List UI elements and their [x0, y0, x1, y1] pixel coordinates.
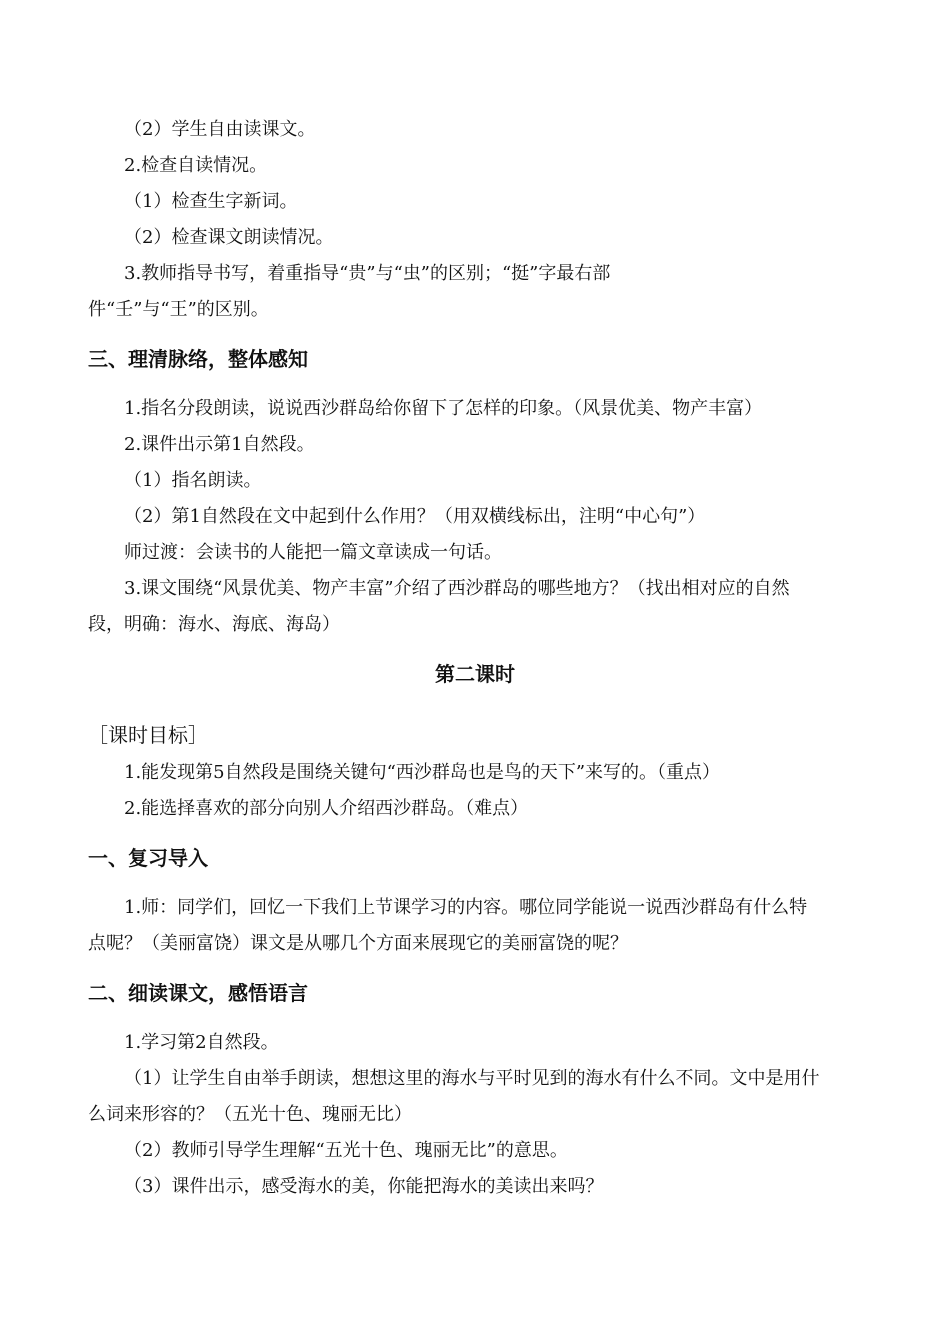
paragraph-line: 师过渡：会读书的人能把一篇文章读成一句话。 — [124, 542, 502, 563]
paragraph-line: 1.指名分段朗读，说说西沙群岛给你留下了怎样的印象。（风景优美、物产丰富） — [124, 398, 763, 419]
lesson-title: 第二课时 — [435, 662, 515, 686]
paragraph-line: 3.课文围绕“风景优美、物产丰富”介绍了西沙群岛的哪些地方？（找出相对应的自然 — [124, 578, 790, 599]
paragraph-line: （2）学生自由读课文。 — [124, 119, 316, 140]
goal-line: 1.能发现第5自然段是围绕关键句“西沙群岛也是鸟的天下”来写的。（重点） — [124, 762, 721, 783]
paragraph-line: （2）检查课文朗读情况。 — [124, 227, 334, 248]
paragraph-line: （2）教师引导学生理解“五光十色、瑰丽无比”的意思。 — [124, 1140, 568, 1161]
paragraph-line: 段，明确：海水、海底、海岛） — [88, 614, 340, 635]
paragraph-line: 件“壬”与“王”的区别。 — [88, 299, 269, 320]
paragraph-line: 3.教师指导书写，着重指导“贵”与“虫”的区别；“挺”字最右部 — [124, 263, 611, 284]
section-heading: 一、复习导入 — [88, 846, 208, 870]
paragraph-line: 么词来形容的？（五光十色、瑰丽无比） — [88, 1104, 412, 1125]
paragraph-line: （1）指名朗读。 — [124, 470, 262, 491]
paragraph-line: 2.检查自读情况。 — [124, 155, 268, 176]
paragraph-line: 2.课件出示第1自然段。 — [124, 434, 315, 455]
paragraph-line: 点呢？（美丽富饶）课文是从哪几个方面来展现它的美丽富饶的呢？ — [88, 933, 628, 954]
section-heading: 二、细读课文，感悟语言 — [88, 981, 308, 1005]
section-heading: 三、理清脉络，整体感知 — [88, 347, 308, 371]
paragraph-line: （1）让学生自由举手朗读，想想这里的海水与平时见到的海水有什么不同。文中是用什 — [124, 1068, 820, 1089]
paragraph-line: （3）课件出示，感受海水的美，你能把海水的美读出来吗？ — [124, 1176, 604, 1197]
goals-label: ［课时目标］ — [88, 723, 208, 747]
goal-line: 2.能选择喜欢的部分向别人介绍西沙群岛。（难点） — [124, 798, 529, 819]
paragraph-line: 1.学习第2自然段。 — [124, 1032, 279, 1053]
paragraph-line: （2）第1自然段在文中起到什么作用？（用双横线标出，注明“中心句”） — [124, 506, 706, 527]
paragraph-line: 1.师：同学们，回忆一下我们上节课学习的内容。哪位同学能说一说西沙群岛有什么特 — [124, 897, 808, 918]
paragraph-line: （1）检查生字新词。 — [124, 191, 298, 212]
